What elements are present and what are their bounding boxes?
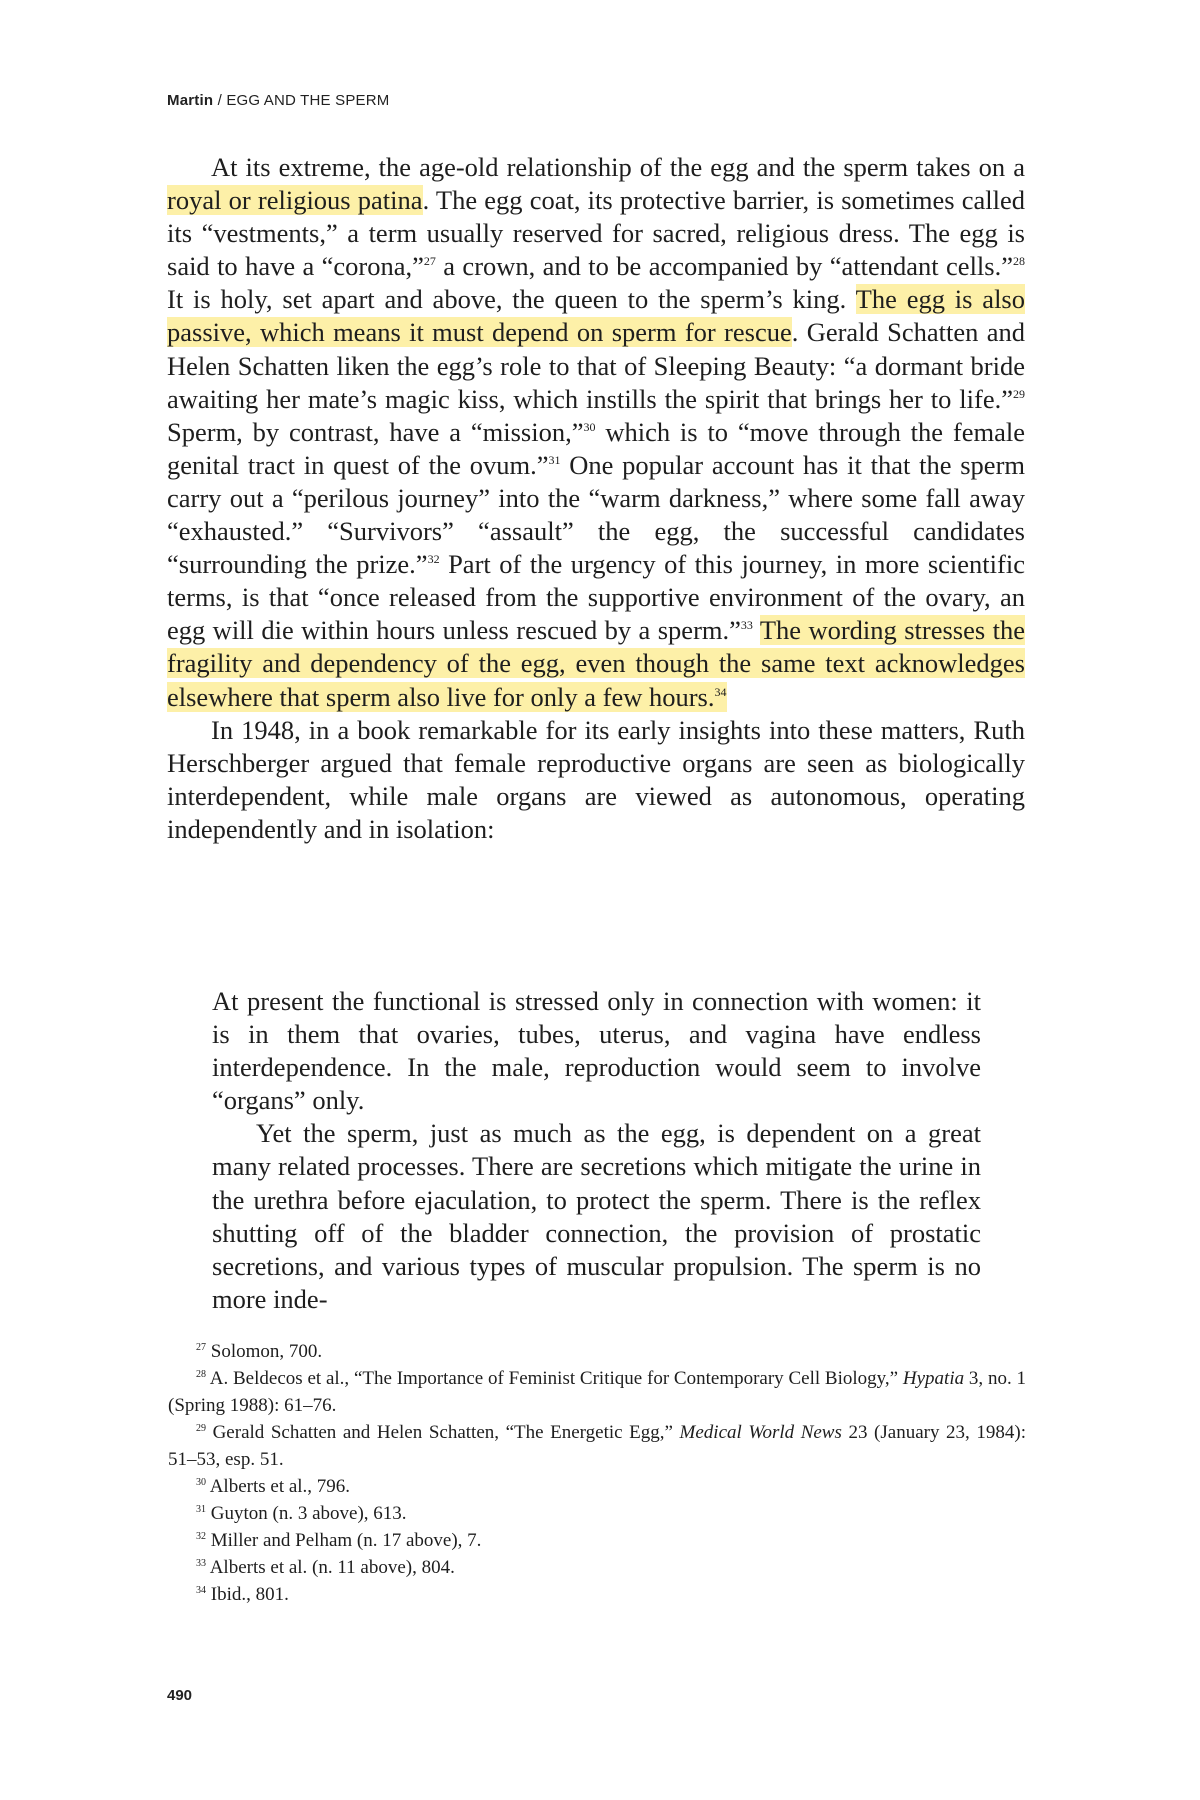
text-run: Sperm, by contrast, have a “mission,” bbox=[167, 416, 584, 447]
footnote-text: Alberts et al., 796. bbox=[206, 1476, 351, 1497]
footnote-ref-29: 29 bbox=[1013, 386, 1025, 401]
footnote-text: Ibid., 801. bbox=[206, 1584, 289, 1605]
text-run: a crown, and to be accompanied by “attendant cells.” bbox=[435, 251, 1013, 282]
text-run: It is holy, set apart and above, the queen to the sperm’s king. bbox=[167, 284, 856, 315]
text-run: . The egg coat, its protective barrier, is sometimes called its “vestments,” a term usually reserved for sacred, religious dress. The egg is said to have a “corona,” bbox=[167, 185, 1025, 282]
running-head-author: Martin bbox=[167, 92, 214, 109]
text-run: . Gerald Schatten and Helen Schatten liken the egg’s role to that of Sleeping Beauty: “a dormant bride awaiting her mate’s magic kiss, which instills the spirit that brings her to life.” bbox=[167, 317, 1025, 414]
highlight-royal-patina: royal or religious patina bbox=[167, 185, 423, 216]
footnote-28 bbox=[168, 1365, 1026, 1419]
footnote-ref-34: 34 bbox=[714, 684, 727, 699]
footnote-ref-30: 30 bbox=[583, 419, 596, 434]
footnote-number: 31 bbox=[196, 1504, 206, 1515]
text-run: One popular account has it that the sperm carry out a “perilous journey” into the “warm darkness,” where some fall away “exhausted.” “Survivors” “assault” the egg, the successful candidates “surrounding the prize.” bbox=[167, 449, 1026, 580]
footnote-33 bbox=[168, 1554, 1026, 1581]
footnote-text: Guyton (n. 3 above), 613. bbox=[206, 1503, 407, 1524]
footnote-number: 27 bbox=[196, 1342, 206, 1353]
paragraph-egg-sperm-relationship bbox=[167, 151, 1025, 714]
body-text bbox=[167, 151, 1025, 846]
highlight-egg-passive: The egg is also passive, which means it must depend on sperm for rescue bbox=[167, 284, 1025, 348]
footnote-number: 34 bbox=[196, 1585, 206, 1596]
footnote-32 bbox=[168, 1527, 1026, 1554]
footnote-29 bbox=[168, 1419, 1026, 1473]
footnote-ref-31: 31 bbox=[548, 452, 561, 467]
text-run: At its extreme, the age-old relationship of the egg and the sperm takes on a bbox=[211, 152, 1025, 182]
footnote-ref-32: 32 bbox=[427, 552, 440, 567]
footnote-27 bbox=[168, 1338, 1026, 1365]
footnote-34 bbox=[168, 1581, 1026, 1608]
footnote-number: 28 bbox=[196, 1369, 206, 1380]
footnotes bbox=[168, 1338, 1026, 1608]
footnote-30 bbox=[168, 1473, 1026, 1500]
footnote-journal: Hypatia bbox=[902, 1368, 965, 1389]
footnote-text: 3, no. 1 (Spring 1988): 61–76. bbox=[168, 1368, 1026, 1416]
footnote-number: 32 bbox=[196, 1531, 206, 1542]
footnote-number: 33 bbox=[196, 1558, 206, 1569]
text-run: which is to “move through the female genital tract in quest of the ovum.” bbox=[167, 416, 1025, 480]
footnote-31 bbox=[168, 1500, 1026, 1527]
block-quote bbox=[212, 985, 981, 1316]
running-head bbox=[167, 92, 389, 109]
footnote-text: 23 (January 23, 1984): 51–53, esp. 51. bbox=[168, 1422, 1026, 1470]
quote-paragraph-2: Yet the sperm, just as much as the egg, is dependent on a great many related processes. There are secretions which mitigate the urine in the urethra before ejaculation, to protect the sperm. There is the reflex shutting off of the bladder connection, the provision of prostatic secretions, and various types of muscular propulsion. The sperm is no more inde- bbox=[212, 1118, 981, 1314]
footnote-ref-28: 28 bbox=[1013, 254, 1025, 269]
page-number: 490 bbox=[167, 1687, 193, 1704]
footnote-text: Miller and Pelham (n. 17 above), 7. bbox=[206, 1530, 482, 1551]
running-head-separator: / bbox=[213, 92, 227, 109]
footnote-text: Solomon, 700. bbox=[206, 1341, 323, 1362]
footnote-ref-27: 27 bbox=[423, 254, 436, 269]
footnote-number: 29 bbox=[196, 1423, 206, 1434]
quote-paragraph-1: At present the functional is stressed only in connection with women: it is in them that ovaries, tubes, uterus, and vagina have endless interdependence. In the male, reproduction would seem to involve “organs” only. bbox=[212, 986, 981, 1116]
footnote-text: Gerald Schatten and Helen Schatten, “The Energetic Egg,” bbox=[206, 1422, 680, 1443]
running-head-title: EGG AND THE SPERM bbox=[226, 92, 390, 109]
footnote-text: A. Beldecos et al., “The Importance of Feminist Critique for Contemporary Cell Biology,” bbox=[206, 1368, 903, 1389]
footnote-text: Alberts et al. (n. 11 above), 804. bbox=[206, 1557, 455, 1578]
paragraph-herschberger: In 1948, in a book remarkable for its early insights into these matters, Ruth Herschberger argued that female reproductive organs are seen as biologically interdependent, while male organs are viewed as autonomous, operating independently and in isolation: bbox=[167, 714, 1025, 844]
text-run: Part of the urgency of this journey, in more scientific terms, is that “once released from the supportive environment of the ovary, an egg will die within hours unless rescued by a sperm.” bbox=[167, 549, 1025, 646]
footnote-ref-33: 33 bbox=[740, 618, 753, 633]
text-run bbox=[753, 615, 760, 645]
highlight-text: The wording stresses the fragility and dependency of the egg, even though the same text acknowledges elsewhere that sperm also live for only a few hours. bbox=[167, 615, 1025, 712]
footnote-number: 30 bbox=[196, 1477, 206, 1488]
footnote-journal: Medical World News bbox=[679, 1422, 842, 1443]
